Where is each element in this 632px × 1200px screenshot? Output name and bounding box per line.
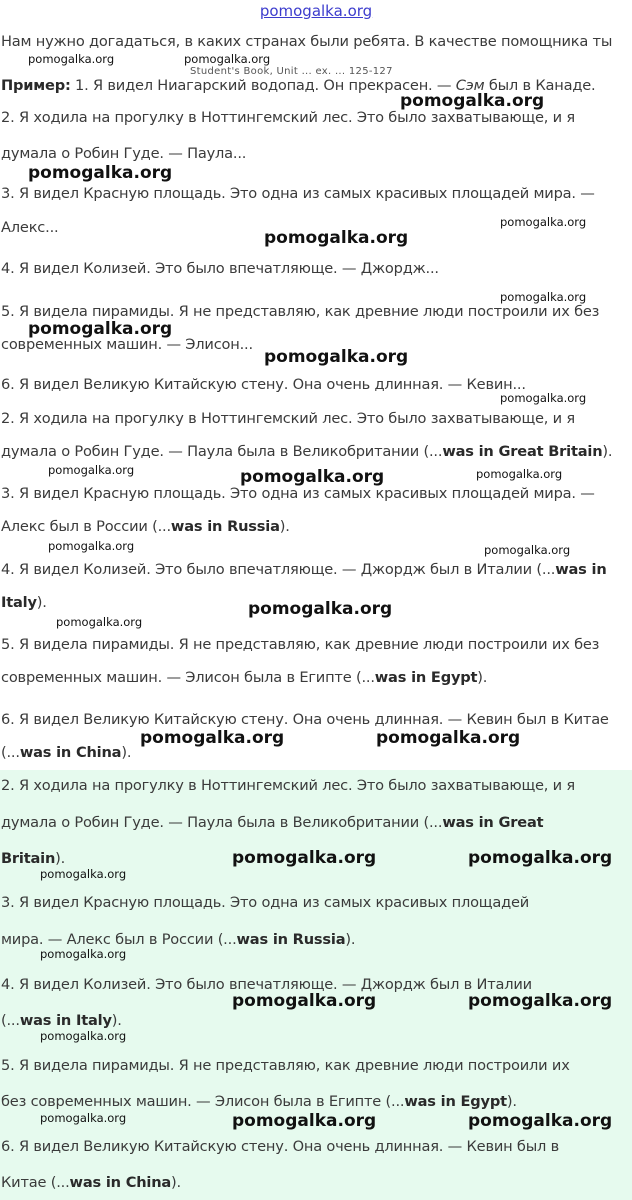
watermark: pomogalka.org xyxy=(48,539,135,553)
watermark: pomogalka.org xyxy=(376,728,521,748)
answer-line: 5. Я видела пирамиды. Я не представляю, как древние люди построили их xyxy=(1,1057,570,1074)
text-line: 6. Я видел Великую Китайскую стену. Она очень длинная. — Кевин... xyxy=(1,376,526,393)
answer-line xyxy=(1,1093,517,1110)
text-line xyxy=(1,594,47,611)
text-span: ). xyxy=(506,1093,517,1110)
text-span: Алекс был в России (... xyxy=(1,518,171,535)
watermark: pomogalka.org xyxy=(264,347,409,367)
text-line xyxy=(1,518,290,535)
watermark: pomogalka.org xyxy=(484,543,571,557)
text-span: (... xyxy=(1,744,20,761)
watermark: pomogalka.org xyxy=(240,467,385,487)
watermark: pomogalka.org xyxy=(500,290,587,304)
answer-line xyxy=(1,1012,122,1029)
answer-bold: was in Great xyxy=(442,814,544,831)
answer-line xyxy=(1,1174,181,1191)
text-line: современных машин. — Элисон... xyxy=(1,336,253,353)
text-line xyxy=(1,669,487,686)
watermark: pomogalka.org xyxy=(232,1111,377,1131)
watermark: pomogalka.org xyxy=(500,215,587,229)
text-span: ). xyxy=(36,594,47,611)
answer-bold: was in Great Britain xyxy=(442,443,603,460)
text-span: мира. — Алекс был в России (... xyxy=(1,931,237,948)
watermark: pomogalka.org xyxy=(468,848,613,868)
answer-line xyxy=(1,850,65,867)
watermark: pomogalka.org xyxy=(468,1111,613,1131)
watermark: pomogalka.org xyxy=(232,848,377,868)
text-line: думала о Робин Гуде. — Паула... xyxy=(1,145,247,162)
text-line xyxy=(1,561,607,578)
answer-bold: was in China xyxy=(19,744,122,761)
answer-line: 6. Я видел Великую Китайскую стену. Она очень длинная. — Кевин был в xyxy=(1,1138,560,1155)
text-span: думала о Робин Гуде. — Паула была в Великобритании (... xyxy=(1,443,443,460)
text-line: 5. Я видела пирамиды. Я не представляю, как древние люди построили их без xyxy=(1,303,600,320)
answer-line: 3. Я видел Красную площадь. Это одна из самых красивых площадей xyxy=(1,894,530,911)
example-label: Пример: xyxy=(1,77,71,94)
answer-bold: was in Russia xyxy=(236,931,346,948)
text-line: 3. Я видел Красную площадь. Это одна из самых красивых площадей мира. — xyxy=(1,185,595,202)
watermark: pomogalka.org xyxy=(40,867,127,881)
watermark: pomogalka.org xyxy=(40,1029,127,1043)
text-line: 5. Я видела пирамиды. Я не представляю, как древние люди построили их без xyxy=(1,636,600,653)
text-span: (... xyxy=(1,1012,20,1029)
text-span: ). xyxy=(55,850,66,867)
answer-bold: Britain xyxy=(1,850,56,867)
answer-bold: was in Egypt xyxy=(374,669,478,686)
text-span: ). xyxy=(171,1174,181,1191)
text-line: 3. Я видел Красную площадь. Это одна из самых красивых площадей мира. — xyxy=(1,485,595,502)
text-line: 2. Я ходила на прогулку в Ноттингемский лес. Это было захватывающе, и я xyxy=(1,410,575,427)
text-span: был в Канаде. xyxy=(484,77,596,94)
answer-bold: was in Egypt xyxy=(404,1093,507,1110)
text-span: ). xyxy=(602,443,613,460)
watermark: pomogalka.org xyxy=(232,991,377,1011)
watermark: pomogalka.org xyxy=(264,228,409,248)
text-line xyxy=(1,744,131,761)
watermark: pomogalka.org xyxy=(184,52,271,66)
watermark: pomogalka.org xyxy=(40,1111,127,1125)
watermark: pomogalka.org xyxy=(28,52,115,66)
watermark: pomogalka.org xyxy=(40,947,127,961)
text-line: 4. Я видел Колизей. Это было впечатляюще. — Джордж... xyxy=(1,260,439,277)
text-span: ). xyxy=(477,669,488,686)
answer-bold: was in Russia xyxy=(170,518,280,535)
answer-line xyxy=(1,814,543,831)
watermark: pomogalka.org xyxy=(28,319,173,339)
text-span: Китае (... xyxy=(1,1174,70,1191)
obscured-text: Student's Book, Unit ... ex. ... 125-127 xyxy=(190,66,393,77)
text-span: ). xyxy=(279,518,290,535)
text-line: Нам нужно догадаться, в каких странах были ребята. В качестве помощника ты xyxy=(1,33,613,50)
answer-line: 2. Я ходила на прогулку в Ноттингемский лес. Это было захватывающе, и я xyxy=(1,777,575,794)
watermark: pomogalka.org xyxy=(468,991,613,1011)
text-line xyxy=(1,443,612,460)
answer-line xyxy=(1,931,355,948)
watermark: pomogalka.org xyxy=(400,91,545,111)
text-line: 6. Я видел Великую Китайскую стену. Она очень длинная. — Кевин был в Китае xyxy=(1,711,609,728)
text-span: ). xyxy=(111,1012,122,1029)
answer-bold: was in China xyxy=(69,1174,172,1191)
text-line: Алекс... xyxy=(1,219,59,236)
watermark: pomogalka.org xyxy=(48,463,135,477)
text-span: без современных машин. — Элисон была в Египте (... xyxy=(1,1093,405,1110)
text-span: современных машин. — Элисон была в Египте (... xyxy=(1,669,375,686)
watermark: pomogalka.org xyxy=(56,615,143,629)
watermark: pomogalka.org xyxy=(248,599,393,619)
answer-line: 4. Я видел Колизей. Это было впечатляюще. — Джордж был в Италии xyxy=(1,976,532,993)
text-span: ). xyxy=(121,744,132,761)
answer-bold: Italy xyxy=(1,594,37,611)
watermark: pomogalka.org xyxy=(28,163,173,183)
text-span: ). xyxy=(345,931,356,948)
watermark: pomogalka.org xyxy=(140,728,285,748)
text-span: 1. Я видел Ниагарский водопад. Он прекрасен. — xyxy=(70,77,456,94)
answer-bold: was in xyxy=(555,561,607,578)
answer-bold: was in Italy xyxy=(19,1012,112,1029)
text-span: Сэм xyxy=(455,77,485,94)
text-span: 4. Я видел Колизей. Это было впечатляюще. — Джордж был в Италии (... xyxy=(1,561,556,578)
watermark: pomogalka.org xyxy=(476,467,563,481)
site-header-link[interactable]: pomogalka.org xyxy=(259,2,373,20)
text-line: 2. Я ходила на прогулку в Ноттингемский лес. Это было захватывающе, и я xyxy=(1,109,575,126)
text-span: думала о Робин Гуде. — Паула была в Великобритании (... xyxy=(1,814,443,831)
watermark: pomogalka.org xyxy=(500,391,587,405)
